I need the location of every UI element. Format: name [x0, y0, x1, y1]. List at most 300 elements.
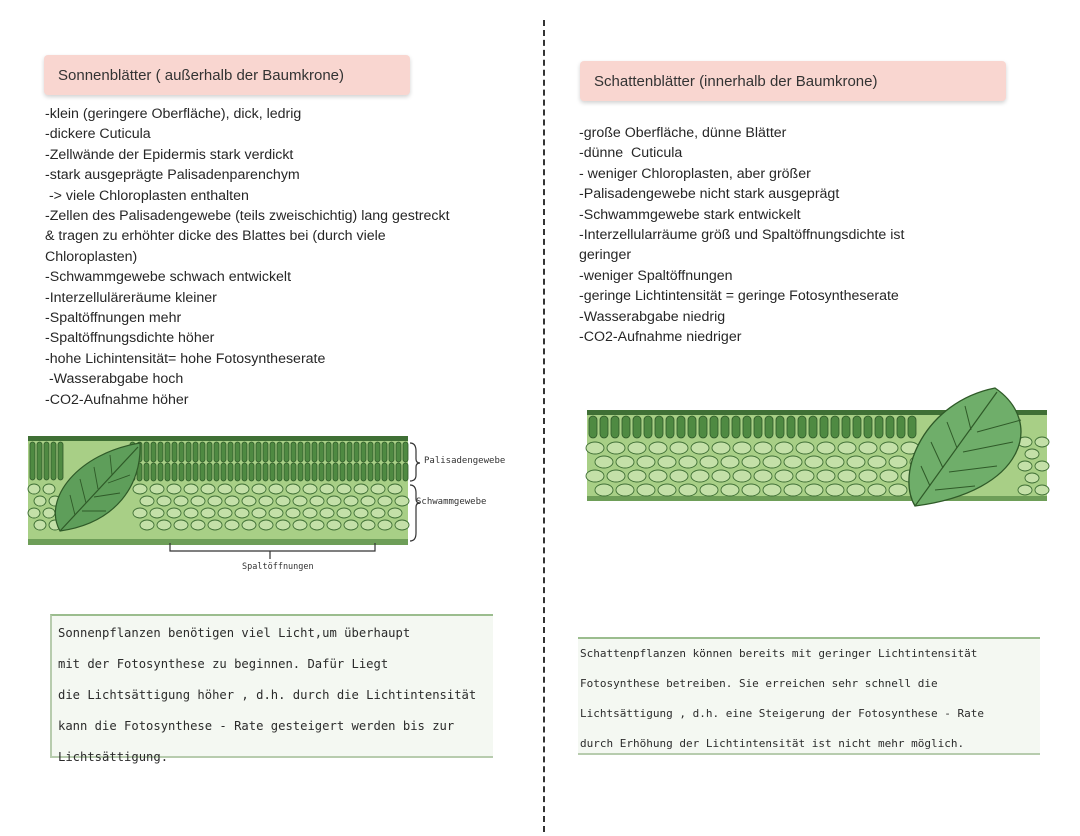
spongy-cell [607, 470, 625, 482]
palisade-cell [319, 442, 324, 462]
palisade-cell [340, 463, 345, 481]
spongy-cell [658, 484, 676, 496]
spongy-cell [595, 484, 613, 496]
spongy-cell [742, 484, 760, 496]
spongy-cell [628, 442, 646, 454]
spongy-cell [276, 496, 290, 506]
palisade-cell [186, 463, 191, 481]
spongy-cell [847, 484, 865, 496]
palisade-cell [798, 416, 806, 438]
list-item: -CO2-Aufnahme niedriger [579, 329, 742, 346]
list-item: -Schwammgewebe stark entwickelt [579, 206, 801, 223]
palisade-cell [242, 463, 247, 481]
spongy-cell [847, 456, 865, 468]
palisade-cell [228, 463, 233, 481]
spongy-cell [395, 520, 409, 530]
palisade-cell [875, 416, 883, 438]
palisade-cell [347, 463, 352, 481]
spongy-cell [28, 508, 40, 518]
spongy-cell [208, 496, 222, 506]
palisade-cell [298, 442, 303, 462]
sun-leaves-list [45, 104, 515, 410]
spongy-cell [763, 484, 781, 496]
list-item: -Schwammgewebe schwach entwickelt [45, 269, 292, 286]
spongy-cell [286, 484, 300, 494]
palisade-cell [193, 442, 198, 462]
spongy-cell [700, 484, 718, 496]
palisade-cell [312, 442, 317, 462]
sun-leaves-title [44, 55, 410, 95]
spongy-cell [670, 470, 688, 482]
palisade-cell [765, 416, 773, 438]
spongy-cell [276, 520, 290, 530]
spongy-cell [868, 484, 886, 496]
spongy-cell [269, 508, 283, 518]
spongy-cell [775, 442, 793, 454]
shade-leaves-title [580, 61, 1006, 101]
sun-leaves-title-text: Sonnenblätter ( außerhalb der Baumkrone) [58, 66, 344, 84]
palisade-cell [277, 442, 282, 462]
spongy-cell [320, 484, 334, 494]
spongy-cell [344, 520, 358, 530]
palisade-cell [298, 463, 303, 481]
spongy-cell [754, 470, 772, 482]
spongy-cell [754, 442, 772, 454]
palisade-cell [221, 463, 226, 481]
spongy-cell [43, 484, 55, 494]
palisade-cell [347, 442, 352, 462]
spongy-cell [826, 456, 844, 468]
palisade-cell [37, 442, 42, 480]
list-item: -Wasserabgabe hoch [45, 371, 184, 388]
palisade-cell [319, 463, 324, 481]
palisade-cell [354, 463, 359, 481]
note-line: durch Erhöhung der Lichtintensität ist nicht mehr möglich. [580, 737, 965, 750]
spongy-cell [595, 456, 613, 468]
palisade-cell [158, 463, 163, 481]
spongy-cell [700, 456, 718, 468]
spongy-cell [218, 484, 232, 494]
palisade-cell [897, 416, 905, 438]
spongy-cell [310, 496, 324, 506]
spongy-cell [184, 484, 198, 494]
palisade-cell [270, 463, 275, 481]
spongy-cell [784, 484, 802, 496]
palisade-cell [263, 442, 268, 462]
list-item: -geringe Lichtintensität = geringe Fotosyntheserate [579, 288, 899, 305]
palisade-cell [165, 463, 170, 481]
spongy-cell [775, 470, 793, 482]
spongy-cell [208, 520, 222, 530]
palisade-cell [186, 442, 191, 462]
palisade-cell [193, 463, 198, 481]
spongy-cell [679, 456, 697, 468]
spongy-cell [303, 508, 317, 518]
spongy-cell [259, 496, 273, 506]
spongy-cell [361, 520, 375, 530]
palisade-cell [403, 463, 408, 481]
spongy-cell [259, 520, 273, 530]
spongy-cell [337, 508, 351, 518]
list-item: -stark ausgeprägte Palisadenparenchym [45, 167, 300, 184]
spongy-cell [218, 508, 232, 518]
palisade-cell [699, 416, 707, 438]
palisade-cell [754, 416, 762, 438]
list-item: -hohe Lichintensität= hohe Fotosyntheserate [45, 350, 326, 367]
palisade-cell [666, 416, 674, 438]
note-line: kann die Fotosynthese - Rate gesteigert werden bis zur [58, 719, 455, 733]
spongy-cell [637, 484, 655, 496]
palisade-cell [291, 463, 296, 481]
spongy-cell [1035, 485, 1049, 495]
spongy-cell [784, 456, 802, 468]
spongy-cell [880, 442, 898, 454]
palisade-cell [305, 442, 310, 462]
note-line: die Lichtsättigung höher , d.h. durch die Lichtintensität [58, 688, 477, 702]
list-item: & tragen zu erhöhter dicke des Blattes bei (durch viele [45, 228, 386, 245]
spongy-cell [34, 496, 46, 506]
palisade-cell [721, 416, 729, 438]
spongy-cell [174, 496, 188, 506]
palisade-cell [214, 442, 219, 462]
palisade-cell [864, 416, 872, 438]
palisade-cell [44, 442, 49, 480]
palisade-cell [368, 442, 373, 462]
spongy-cell [388, 508, 402, 518]
spongy-cell [378, 520, 392, 530]
spongy-cell [191, 496, 205, 506]
palisade-cell [389, 442, 394, 462]
palisade-cell [144, 442, 149, 462]
spongy-cell [344, 496, 358, 506]
palisade-cell [886, 416, 894, 438]
palisade-cell [30, 442, 35, 480]
palisade-cell [179, 463, 184, 481]
palisade-cell [228, 442, 233, 462]
note-line: Fotosynthese betreiben. Sie erreichen sehr schnell die [580, 677, 938, 690]
spongy-cell [225, 496, 239, 506]
list-item: -Interzellularräume größ und Spaltöffnungsdichte ist [579, 227, 905, 244]
spongy-cell [763, 456, 781, 468]
spongy-cell [796, 470, 814, 482]
sponge-bracket [410, 485, 420, 541]
palisade-cell [256, 463, 261, 481]
spongy-cell [269, 484, 283, 494]
spongy-cell [733, 442, 751, 454]
spongy-cell [712, 470, 730, 482]
list-item: -dünne Cuticula [579, 145, 683, 162]
palisade-cell [172, 442, 177, 462]
palisade-cell [611, 416, 619, 438]
palisade-cell [622, 416, 630, 438]
spongy-cell [586, 470, 604, 482]
cuticle-top [28, 436, 408, 441]
list-item: -Interzelluläreräume kleiner [45, 289, 217, 306]
list-item: Chloroplasten) [45, 248, 138, 265]
list-item: -Spaltöffnungsdichte höher [45, 330, 215, 347]
spongy-cell [157, 520, 171, 530]
spongy-cell [167, 508, 181, 518]
spongy-cell [889, 456, 907, 468]
spongy-cell [691, 470, 709, 482]
spongy-cell [235, 484, 249, 494]
spongy-cell [670, 442, 688, 454]
palisade-cell [151, 463, 156, 481]
note-line: Sonnenpflanzen benötigen viel Licht,um überhaupt [58, 626, 411, 640]
sun-plants-note [50, 614, 493, 764]
spongy-cell [184, 508, 198, 518]
list-item: -CO2-Aufnahme höher [45, 391, 189, 408]
palisade-cell [382, 442, 387, 462]
spongy-cell [838, 470, 856, 482]
cuticle-bottom [587, 496, 1047, 501]
palisade-cell [368, 463, 373, 481]
spongy-cell [388, 484, 402, 494]
spongy-cell [371, 484, 385, 494]
palisade-cell [158, 442, 163, 462]
list-item: -klein (geringere Oberfläche), dick, ledrig [45, 106, 302, 122]
list-item: geringer [579, 247, 632, 264]
spongy-cell [371, 508, 385, 518]
spongy-cell [586, 442, 604, 454]
palisade-cell [354, 442, 359, 462]
spongy-cell [859, 470, 877, 482]
palisade-bracket [410, 443, 420, 481]
spongy-cell [201, 484, 215, 494]
spongy-cell [157, 496, 171, 506]
spongy-cell [637, 456, 655, 468]
spongy-cell [235, 508, 249, 518]
shade-leaves-title-text: Schattenblätter (innerhalb der Baumkrone) [594, 72, 878, 90]
palisade-cell [242, 442, 247, 462]
palisade-cell [589, 416, 597, 438]
palisade-cell [235, 463, 240, 481]
palisade-cell [375, 463, 380, 481]
palisade-cell [172, 463, 177, 481]
spongy-cell [1018, 485, 1032, 495]
spongy-cell [868, 456, 886, 468]
spongy-cell [616, 456, 634, 468]
list-item: -Zellen des Palisadengewebe (teils zweischichtig) lang gestreckt [45, 208, 450, 225]
spongy-cell [354, 508, 368, 518]
spongy-cell [378, 496, 392, 506]
spongy-cell [649, 442, 667, 454]
palisade-cell [305, 463, 310, 481]
palisade-cell [333, 463, 338, 481]
palisade-cell [333, 442, 338, 462]
list-item: -Palisadengewebe nicht stark ausgeprägt [579, 186, 840, 203]
spongy-cell [733, 470, 751, 482]
palisade-cell [743, 416, 751, 438]
spongy-cell [286, 508, 300, 518]
spongy-cell [805, 484, 823, 496]
note-line: Schattenpflanzen können bereits mit geringer Lichtintensität [580, 647, 978, 660]
spongy-cell [191, 520, 205, 530]
palisade-cell [787, 416, 795, 438]
spongy-cell [133, 508, 147, 518]
palisade-cell [820, 416, 828, 438]
spongy-cell [28, 484, 40, 494]
spongy-cell [201, 508, 215, 518]
spongy-cell [805, 456, 823, 468]
palisade-cell [221, 442, 226, 462]
sponge-label: Schwammgewebe [416, 497, 487, 507]
cuticle-bottom [28, 539, 408, 545]
spongy-cell [150, 484, 164, 494]
list-item: -große Oberfläche, dünne Blätter [579, 125, 787, 141]
spongy-cell [252, 508, 266, 518]
list-item: -dickere Cuticula [45, 126, 151, 143]
spongy-cell [817, 442, 835, 454]
list-item: -weniger Spaltöffnungen [579, 267, 733, 284]
palisade-cell [908, 416, 916, 438]
spongy-cell [395, 496, 409, 506]
palisade-cell [396, 463, 401, 481]
spongy-cell [320, 508, 334, 518]
spongy-cell [150, 508, 164, 518]
stomata-label: Spaltöffnungen [242, 562, 314, 572]
spongy-cell [838, 442, 856, 454]
spongy-cell [293, 520, 307, 530]
stomata-bracket [170, 543, 375, 559]
palisade-cell [361, 463, 366, 481]
palisade-cell [389, 463, 394, 481]
spongy-cell [242, 496, 256, 506]
palisade-cell [207, 442, 212, 462]
palisade-cell [291, 442, 296, 462]
palisade-cell [776, 416, 784, 438]
palisade-cell [396, 442, 401, 462]
sun-leaf-cross-section [20, 415, 520, 575]
palisade-cell [326, 463, 331, 481]
list-item: -> viele Chloroplasten enthalten [45, 187, 249, 204]
palisade-cell [179, 442, 184, 462]
list-item: -Zellwände der Epidermis stark verdickt [45, 146, 294, 163]
spongy-cell [649, 470, 667, 482]
spongy-cell [742, 456, 760, 468]
palisade-cell [200, 463, 205, 481]
palisade-cell [340, 442, 345, 462]
spongy-cell [691, 442, 709, 454]
palisade-cell [284, 463, 289, 481]
spongy-cell [628, 470, 646, 482]
list-item: -Wasserabgabe niedrig [579, 308, 726, 325]
palisade-cell [361, 442, 366, 462]
palisade-cell [677, 416, 685, 438]
spongy-cell [721, 456, 739, 468]
palisade-cell [842, 416, 850, 438]
spongy-cell [1035, 437, 1049, 447]
shade-leaves-list [579, 123, 1009, 347]
palisade-label: Palisadengewebe [424, 456, 506, 466]
spongy-cell [817, 470, 835, 482]
spongy-cell [1025, 449, 1039, 459]
spongy-cell [721, 484, 739, 496]
palisade-cell [144, 463, 149, 481]
note-line: Lichtsättigung. [58, 750, 169, 764]
spongy-cell [140, 520, 154, 530]
palisade-cell [633, 416, 641, 438]
spongy-cell [34, 520, 46, 530]
spongy-cell [242, 520, 256, 530]
palisade-cell [382, 463, 387, 481]
palisade-cell [277, 463, 282, 481]
palisade-cell [312, 463, 317, 481]
spongy-cell [859, 442, 877, 454]
spongy-cell [167, 484, 181, 494]
palisade-cell [263, 463, 268, 481]
note-line: Lichtsättigung , d.h. eine Steigerung der Fotosynthese - Rate [580, 707, 984, 720]
palisade-cell [375, 442, 380, 462]
palisade-cell [207, 463, 212, 481]
palisade-cell [58, 442, 63, 480]
spongy-cell [43, 508, 55, 518]
spongy-cell [361, 496, 375, 506]
palisade-cell [249, 463, 254, 481]
list-item: - weniger Chloroplasten, aber größer [579, 165, 811, 182]
note-line: mit der Fotosynthese zu beginnen. Dafür Liegt [58, 657, 389, 671]
palisade-cell [284, 442, 289, 462]
spongy-cell [310, 520, 324, 530]
shade-plants-note [578, 637, 1040, 755]
spongy-cell [293, 496, 307, 506]
spongy-cell [679, 484, 697, 496]
palisade-cell [214, 463, 219, 481]
palisade-cell [256, 442, 261, 462]
spongy-cell [354, 484, 368, 494]
palisade-cell [235, 442, 240, 462]
spongy-cell [327, 496, 341, 506]
palisade-cell [270, 442, 275, 462]
palisade-cell [151, 442, 156, 462]
palisade-cell [600, 416, 608, 438]
spongy-cell [140, 496, 154, 506]
palisade-cell [51, 442, 56, 480]
spongy-cell [616, 484, 634, 496]
spongy-cell [1018, 461, 1032, 471]
spongy-cell [796, 442, 814, 454]
palisade-cell [403, 442, 408, 462]
shade-leaf-cross-section [585, 382, 1055, 512]
spongy-cell [252, 484, 266, 494]
spongy-cell [174, 520, 188, 530]
palisade-cell [732, 416, 740, 438]
palisade-cell [809, 416, 817, 438]
spongy-cell [826, 484, 844, 496]
palisade-cell [710, 416, 718, 438]
palisade-cell [249, 442, 254, 462]
spongy-cell [225, 520, 239, 530]
spongy-cell [712, 442, 730, 454]
palisade-cell [853, 416, 861, 438]
spongy-cell [1035, 461, 1049, 471]
spongy-cell [889, 484, 907, 496]
list-item: -Spaltöffnungen mehr [45, 310, 182, 327]
palisade-cell [831, 416, 839, 438]
palisade-cell [688, 416, 696, 438]
spongy-cell [337, 484, 351, 494]
palisade-cell [200, 442, 205, 462]
palisade-cell [165, 442, 170, 462]
page-divider [543, 20, 545, 832]
spongy-cell [607, 442, 625, 454]
palisade-cell [655, 416, 663, 438]
spongy-cell [658, 456, 676, 468]
spongy-cell [1025, 473, 1039, 483]
spongy-cell [327, 520, 341, 530]
spongy-cell [303, 484, 317, 494]
spongy-cell [133, 484, 147, 494]
